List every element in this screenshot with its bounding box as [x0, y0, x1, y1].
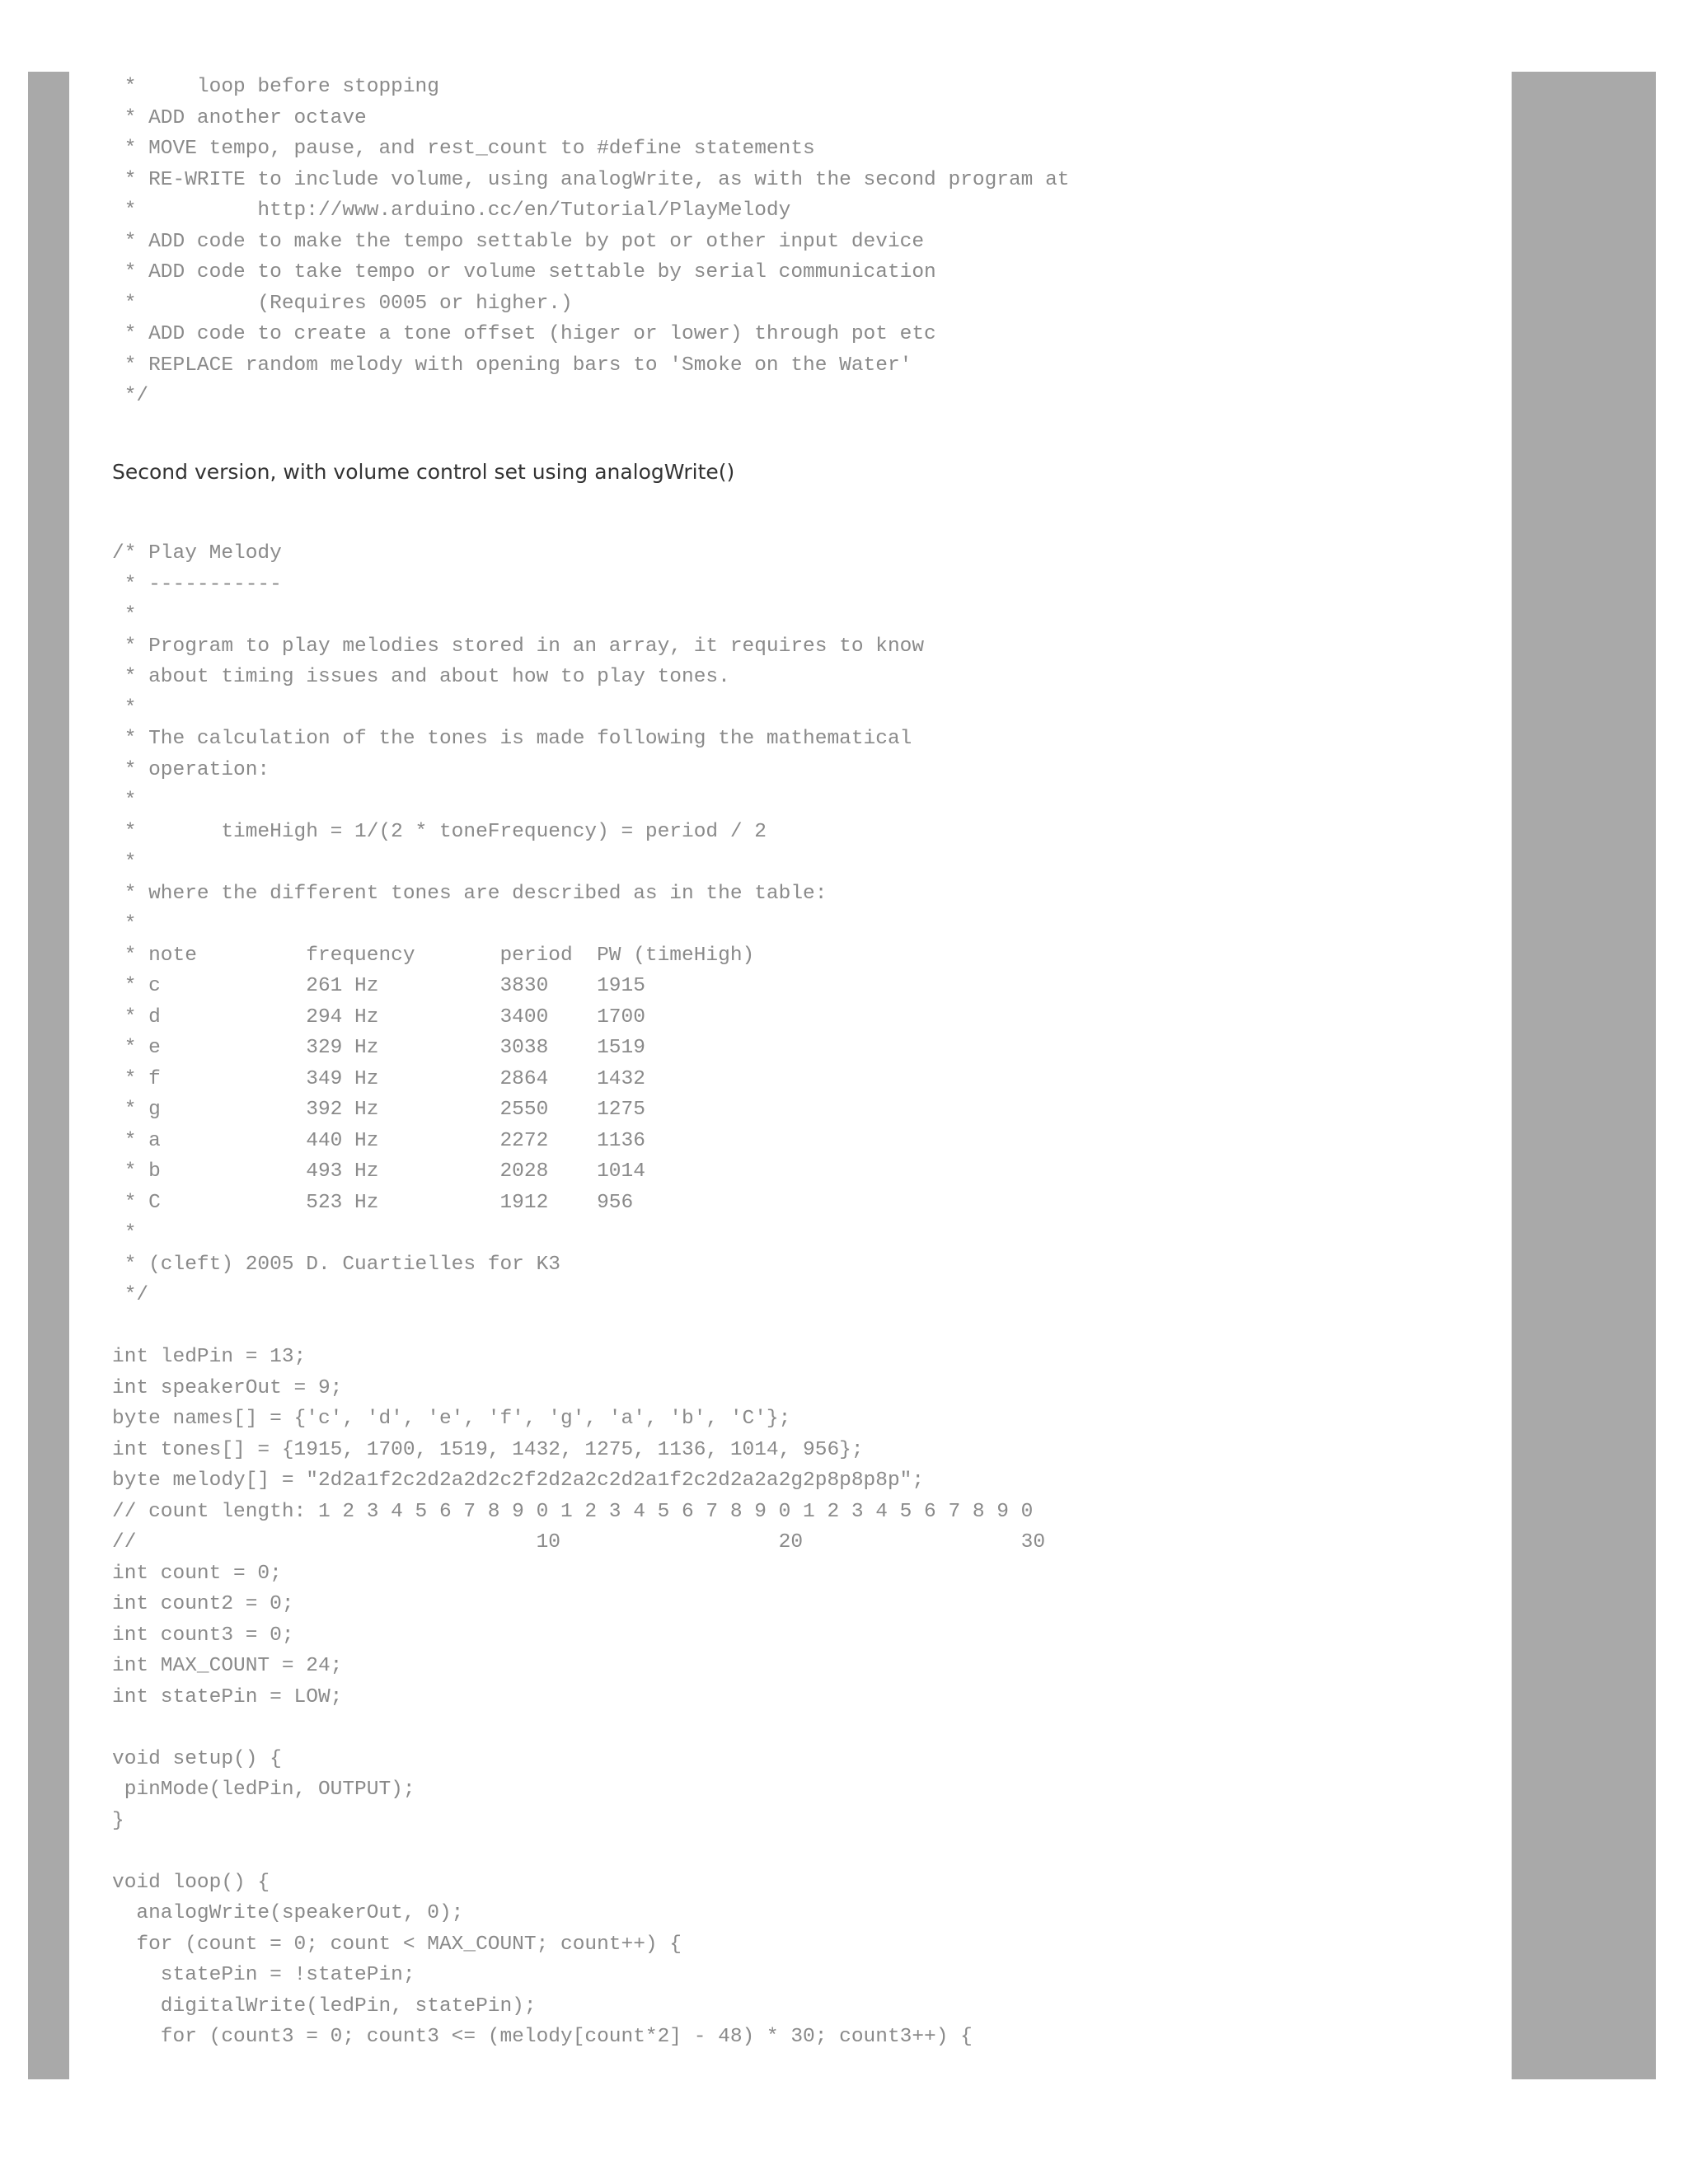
- code-line: * f 349 Hz 2864 1432: [112, 1067, 645, 1090]
- code-line: int count = 0;: [112, 1562, 282, 1585]
- code-line: [112, 1713, 1045, 1744]
- code-line: void loop() {: [112, 1871, 270, 1894]
- code-line: */: [112, 1284, 149, 1306]
- code-line: * MOVE tempo, pause, and rest_count to #define statements: [112, 138, 815, 160]
- code-line: */: [112, 385, 149, 407]
- code-line: }: [112, 1809, 124, 1832]
- code-line: *: [112, 913, 137, 935]
- code-line: pinMode(ledPin, OUTPUT);: [112, 1779, 415, 1801]
- code-line: * c 261 Hz 3830 1915: [112, 975, 645, 997]
- code-line: * ADD another octave: [112, 106, 367, 129]
- code-line: for (count3 = 0; count3 <= (melody[count*2] - 48) * 30; count3++) {: [112, 2026, 973, 2048]
- code-line: // count length: 1 2 3 4 5 6 7 8 9 0 1 2 3 4 5 6 7 8 9 0 1 2 3 4 5 6 7 8 9 0: [112, 1500, 1034, 1523]
- code-line: int tones[] = {1915, 1700, 1519, 1432, 1275, 1136, 1014, 956};: [112, 1438, 864, 1461]
- code-line: [112, 1311, 1045, 1343]
- code-line: * timeHigh = 1/(2 * toneFrequency) = period / 2: [112, 820, 767, 843]
- code-line: int ledPin = 13;: [112, 1346, 307, 1368]
- code-line: * e 329 Hz 3038 1519: [112, 1037, 645, 1059]
- code-line: *: [112, 604, 137, 626]
- code-line: * about timing issues and about how to play tones.: [112, 666, 730, 688]
- left-margin-bar: [28, 72, 69, 2079]
- code-line: byte melody[] = "2d2a1f2c2d2a2d2c2f2d2a2c2d2a1f2c2d2a2a2g2p8p8p8p";: [112, 1469, 925, 1492]
- code-line: * (Requires 0005 or higher.): [112, 292, 573, 315]
- section-heading: Second version, with volume control set using analogWrite(): [112, 460, 735, 484]
- code-line: * REPLACE random melody with opening bars to 'Smoke on the Water': [112, 354, 912, 377]
- code-line: [112, 1836, 1045, 1868]
- code-block-play-melody: [112, 538, 1045, 2053]
- code-line: * (cleft) 2005 D. Cuartielles for K3: [112, 1253, 560, 1276]
- code-block-todo-list: [112, 72, 1070, 412]
- code-line: *: [112, 851, 137, 874]
- code-line: void setup() {: [112, 1747, 282, 1770]
- code-line: * loop before stopping: [112, 76, 439, 98]
- code-line: * operation:: [112, 758, 270, 781]
- code-line: *: [112, 1222, 137, 1244]
- code-line: /* Play Melody: [112, 542, 282, 565]
- code-line: * ADD code to take tempo or volume settable by serial communication: [112, 261, 936, 284]
- code-line: *: [112, 790, 137, 812]
- code-line: * a 440 Hz 2272 1136: [112, 1129, 645, 1152]
- code-line: * C 523 Hz 1912 956: [112, 1191, 634, 1214]
- code-line: byte names[] = {'c', 'd', 'e', 'f', 'g', 'a', 'b', 'C'};: [112, 1408, 791, 1430]
- code-line: * d 294 Hz 3400 1700: [112, 1005, 645, 1029]
- code-line: * RE-WRITE to include volume, using analogWrite, as with the second program at: [112, 168, 1070, 191]
- code-line: * ADD code to create a tone offset (higer or lower) through pot etc: [112, 323, 936, 345]
- code-line: * ADD code to make the tempo settable by pot or other input device: [112, 230, 925, 253]
- code-line: * g 392 Hz 2550 1275: [112, 1099, 645, 1121]
- code-line: int MAX_COUNT = 24;: [112, 1655, 343, 1677]
- right-margin-bar: [1512, 72, 1656, 2079]
- code-line: for (count = 0; count < MAX_COUNT; count++) {: [112, 1933, 682, 1956]
- code-line: int statePin = LOW;: [112, 1685, 343, 1708]
- code-line: int speakerOut = 9;: [112, 1376, 343, 1399]
- code-line: * -----------: [112, 573, 282, 596]
- code-line: * b 493 Hz 2028 1014: [112, 1160, 645, 1183]
- code-line: * Program to play melodies stored in an array, it requires to know: [112, 635, 925, 658]
- code-line: * note frequency period PW (timeHigh): [112, 944, 755, 967]
- code-line: int count3 = 0;: [112, 1624, 294, 1647]
- code-line: * where the different tones are described as in the table:: [112, 882, 828, 905]
- code-line: * The calculation of the tones is made following the mathematical: [112, 728, 912, 750]
- document-page: [69, 72, 1512, 2079]
- code-line: // 10 20 30: [112, 1531, 1046, 1554]
- code-line: digitalWrite(ledPin, statePin);: [112, 1994, 537, 2018]
- code-line: *: [112, 696, 137, 719]
- code-line: int count2 = 0;: [112, 1593, 294, 1615]
- code-line: analogWrite(speakerOut, 0);: [112, 1902, 464, 1924]
- code-line: * http://www.arduino.cc/en/Tutorial/PlayMelody: [112, 199, 791, 222]
- code-line: statePin = !statePin;: [112, 1964, 415, 1986]
